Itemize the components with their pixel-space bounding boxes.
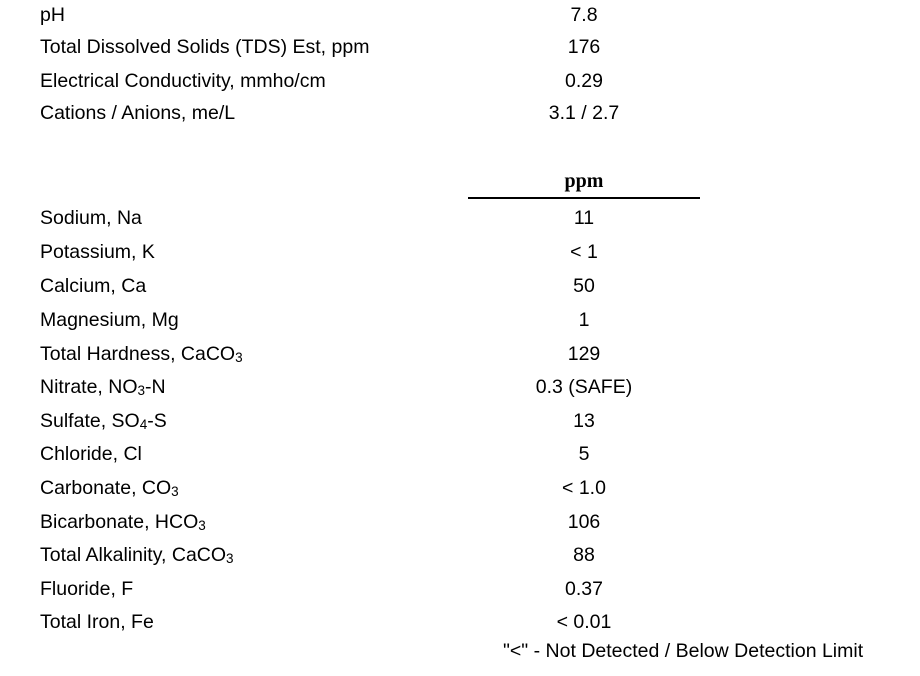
analyte-row-calcium — [0, 271, 920, 301]
row-value: 0.3 (SAFE) — [535, 376, 633, 398]
analyte-row-chloride — [0, 439, 920, 469]
label-suffix: -S — [147, 410, 167, 432]
row-value: < 0.01 — [556, 611, 612, 633]
general-row-cations-anions — [0, 98, 920, 128]
row-value: 13 — [573, 410, 595, 432]
row-value: 176 — [567, 36, 601, 58]
analyte-row-fluoride — [0, 574, 920, 604]
row-label — [40, 406, 167, 438]
label-main: Nitrate, NO — [40, 376, 138, 398]
unit-column-header: ppm — [564, 170, 604, 192]
row-label — [40, 540, 234, 572]
detection-limit-footnote: "<" - Not Detected / Below Detection Limit — [503, 640, 864, 662]
row-value: 5 — [578, 443, 590, 465]
row-value: 1 — [578, 309, 590, 331]
label-subscript: 3 — [235, 350, 243, 365]
row-value: 106 — [567, 511, 601, 533]
row-label — [40, 339, 243, 371]
row-label: Cations / Anions, me/L — [40, 102, 236, 124]
analyte-row-bicarbonate — [0, 507, 920, 537]
row-value: 88 — [573, 544, 595, 566]
row-value: 11 — [573, 207, 595, 229]
label-main: Carbonate, CO — [40, 477, 172, 499]
analyte-row-total-iron — [0, 607, 920, 637]
general-row-ph — [0, 0, 920, 30]
label-main: Sulfate, SO — [40, 410, 140, 432]
row-label: Total Iron, Fe — [40, 611, 154, 633]
label-suffix: -N — [145, 376, 166, 398]
analyte-row-nitrate — [0, 372, 920, 402]
row-label — [40, 372, 166, 404]
analyte-row-sulfate — [0, 406, 920, 436]
row-value: < 1 — [570, 241, 598, 263]
general-row-conductivity — [0, 66, 920, 96]
row-value: 0.37 — [565, 578, 603, 600]
label-subscript: 3 — [171, 484, 179, 499]
row-label: Magnesium, Mg — [40, 309, 179, 331]
row-label: Calcium, Ca — [40, 275, 147, 297]
row-label: Potassium, K — [40, 241, 155, 263]
row-label — [40, 473, 179, 505]
analyte-row-total-alkalinity — [0, 540, 920, 570]
analyte-row-magnesium — [0, 305, 920, 335]
label-subscript: 3 — [137, 383, 146, 398]
label-main: Total Hardness, CaCO — [40, 343, 236, 365]
row-value: 129 — [567, 343, 601, 365]
row-label: pH — [40, 4, 65, 26]
general-row-tds — [0, 32, 920, 62]
row-label: Fluoride, F — [40, 578, 134, 600]
row-label: Total Dissolved Solids (TDS) Est, ppm — [40, 36, 370, 58]
row-label: Chloride, Cl — [40, 443, 142, 465]
header-underline — [468, 197, 700, 199]
label-main: Bicarbonate, HCO — [40, 511, 199, 533]
row-value: < 1.0 — [562, 477, 606, 499]
label-subscript: 4 — [139, 417, 148, 432]
row-label: Sodium, Na — [40, 207, 142, 229]
row-label — [40, 507, 206, 539]
label-subscript: 3 — [226, 551, 234, 566]
row-label: Electrical Conductivity, mmho/cm — [40, 70, 326, 92]
label-subscript: 3 — [198, 518, 206, 533]
row-value: 7.8 — [570, 4, 598, 26]
analyte-row-sodium — [0, 203, 920, 233]
row-value: 0.29 — [565, 70, 603, 92]
row-value: 50 — [573, 275, 595, 297]
row-value: 3.1 / 2.7 — [548, 102, 620, 124]
label-main: Total Alkalinity, CaCO — [40, 544, 227, 566]
analyte-row-total-hardness — [0, 339, 920, 369]
analyte-row-potassium — [0, 237, 920, 267]
analyte-row-carbonate — [0, 473, 920, 503]
